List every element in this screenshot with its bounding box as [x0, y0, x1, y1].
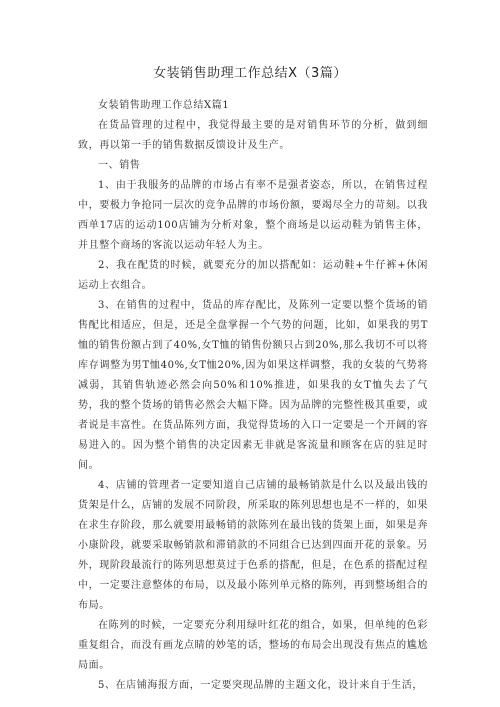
document-title: 女装销售助理工作总结X（3篇） [153, 66, 347, 81]
subtitle-paragraph: 女装销售助理工作总结X篇1 [98, 100, 230, 111]
paragraph-item-2: 2、我在配货的时候，就要充分的加以搭配如：运动鞋+牛仔裤+休闲运动上衣组合。 [78, 260, 428, 291]
section-heading-sales: 一、销售 [98, 160, 141, 171]
paragraph-display-note: 在陈列的时候，一定要充分利用绿叶红花的组合，如果，但单纯的色彩重复组合，而没有画龙点睛的妙笔的话，整场的布局会出现没有焦点的尴尬局面。 [78, 620, 428, 671]
paragraph-item-1: 1、由于我服务的品牌的市场占有率不是强者姿态，所以，在销售过程中，要极力争抢同一层次的竞争品牌的市场份额，要竭尽全力的苛刻。以我西单17店的运动100店铺为分析对象，整个商场是以运动鞋为销售主体，并且整个商场的客流以运动年轻人为主。 [78, 180, 428, 251]
paragraph-item-4: 4、店铺的管理者一定要知道自己店铺的最畅销款是什么以及最出钱的货架是什么，店铺的发展不同阶段，所采取的陈列思想也是不一样的，如果在求生存阶段，那么就要用最畅销的款陈列在最出钱的货架上面，如果是奔小康阶段，就要采取畅销款和滞销款的不同组合已达到四面开花的景象。另外，现阶段最流行的陈列思想莫过于色系的搭配，但是，在色系的搭配过程中，一定要注意整体的布局，以及最小陈列单元格的陈列，再到整场组合的布局。 [78, 480, 428, 611]
paragraph-item-3: 3、在销售的过程中，货品的库存配比，及陈列一定要以整个货场的销售配比相适应，但是，还是全盘掌握一个气势的问题，比如，如果我的男T恤的销售份额占到了40%,女T恤的销售份额只占到20%,那么我切不可以将库存调整为男T恤40%,女T恤20%,因为如果这样调整，我的女装的气势将减弱，其销售轨迹必然会向50%和10%推进，如果我的女T恤失去了气势，我的整个货场的销售必然会大幅下降。因为品牌的完整性极其重要，或者说是丰富性。在货品陈列方面，我觉得货场的入口一定要是一个开阔的容易进入的。因为整个销售的决定因素无非就是客流量和顾客在店的驻足时间。 [78, 300, 428, 471]
document-body [78, 96, 428, 696]
intro-paragraph: 在货品管理的过程中，我觉得最主要的是对销售环节的分析，做到细致，再以第一手的销售数据反馈设计及生产。 [78, 120, 428, 151]
paragraph-item-5: 5、在店铺海报方面，一定要突现品牌的主题文化，设计来自于生活， [98, 680, 423, 691]
